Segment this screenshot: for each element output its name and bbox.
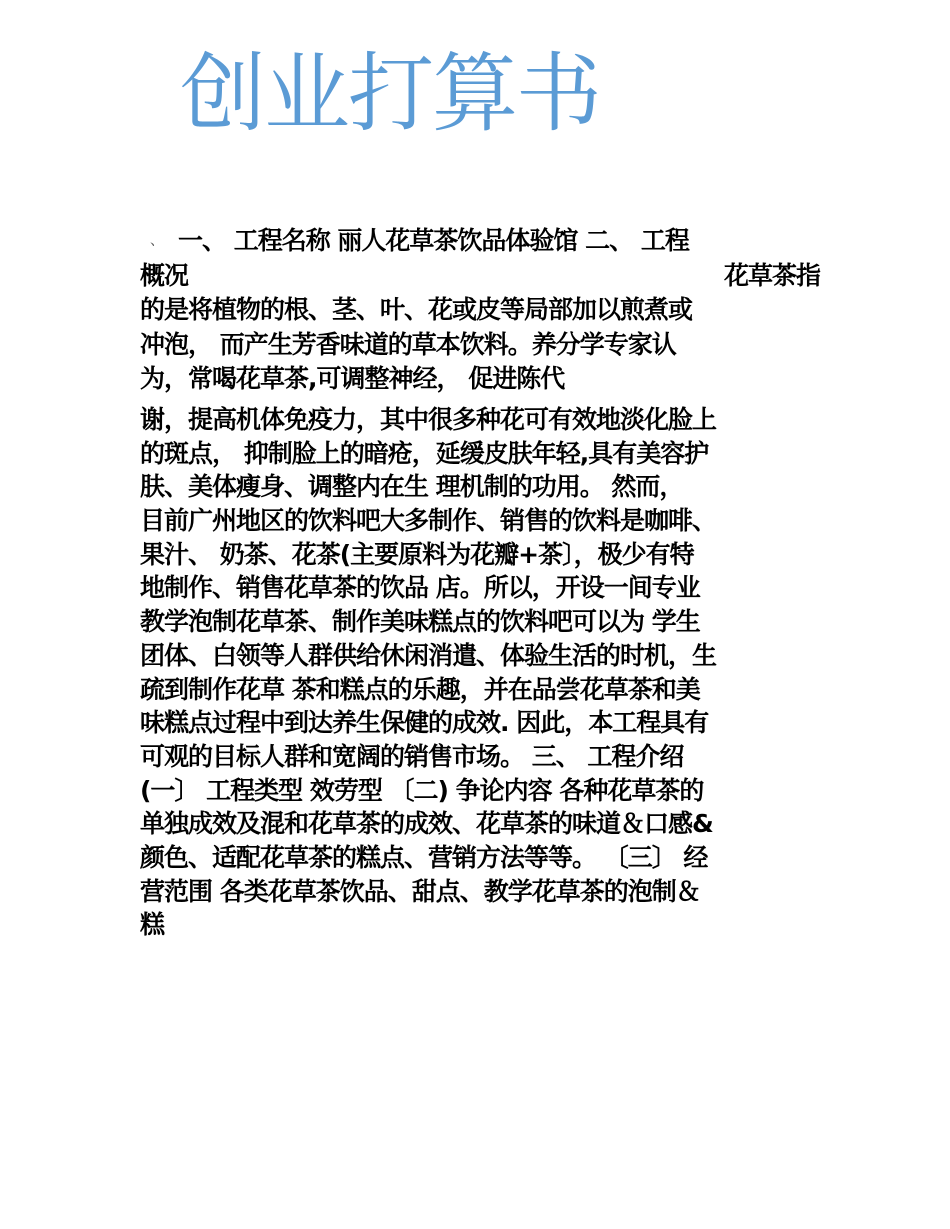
text-line: 谢，提高机体免疫力，其中很多种花可有效地淡化脸上 — [140, 405, 717, 434]
text-line: 单独成效及混和花草茶的成效、花草茶的味道＆口感& — [140, 809, 713, 839]
text-line: 疏到制作花草 茶和糕点的乐趣，并在品尝花草茶和美 — [140, 674, 700, 704]
text-line: 教学泡制花草茶、制作美味糕点的饮料吧可以为 学生 — [140, 607, 700, 637]
text-line: 的是将植物的根、茎、叶、花或皮等局部加以煎煮或 — [140, 295, 693, 324]
text-line: 味糕点过程中到达养生保健的成效. 因此，本工程具有 — [140, 708, 709, 738]
text-line: 团体、白领等人群供给休闲消遣、体验生活的时机，生 — [140, 640, 717, 670]
text-line: 肤、美体瘦身、调整内在生 理机制的功用。 然而， — [140, 472, 684, 502]
text-line: 冲泡， 而产生芳香味道的草本饮料。养分学专家认 — [140, 329, 676, 359]
text-line: 果汁、 奶茶、花茶(主要原料为花瓣+茶〕，极少有特 — [140, 539, 694, 569]
text-line-content: 花草茶指 — [723, 260, 820, 290]
document-title: 创业打算书 — [180, 44, 600, 144]
text-line: (一〕 工程类型 效劳型 〔二) 争论内容 各种花草茶的 — [140, 775, 704, 805]
list-mark: 、 — [150, 233, 163, 249]
text-line — [140, 224, 820, 259]
text-line-content: 一、 工程名称 丽人花草茶饮品体验馆 二、 工程 — [178, 226, 689, 255]
text-line: 为，常喝花草茶,可调整神经， 促进陈代 — [140, 364, 565, 393]
text-line: 可观的目标人群和宽阔的销售市场。 三、 工程介绍 — [140, 741, 684, 771]
text-line: 目前广州地区的饮料吧大多制作、销售的饮料是咖啡、 — [140, 506, 717, 536]
text-line: 的斑点， 抑制脸上的暗疮，延缓皮肤年轻,具有美容护 — [140, 438, 709, 468]
intro-paragraph — [140, 224, 820, 397]
text-line: 颜色、适配花草茶的糕点、营销方法等等。 〔三〕 经 — [140, 842, 708, 872]
text-line: 糕 — [140, 910, 165, 940]
text-line: 营范围 各类花草茶饮品、甜点、教学花草茶的泡制＆ — [140, 876, 700, 906]
text-line: 地制作、销售花草茶的饮品 店。所以，开设一间专业 — [140, 573, 700, 603]
main-paragraph — [140, 403, 820, 942]
text-line-content: 概况 — [140, 260, 189, 290]
text-line — [140, 259, 820, 294]
